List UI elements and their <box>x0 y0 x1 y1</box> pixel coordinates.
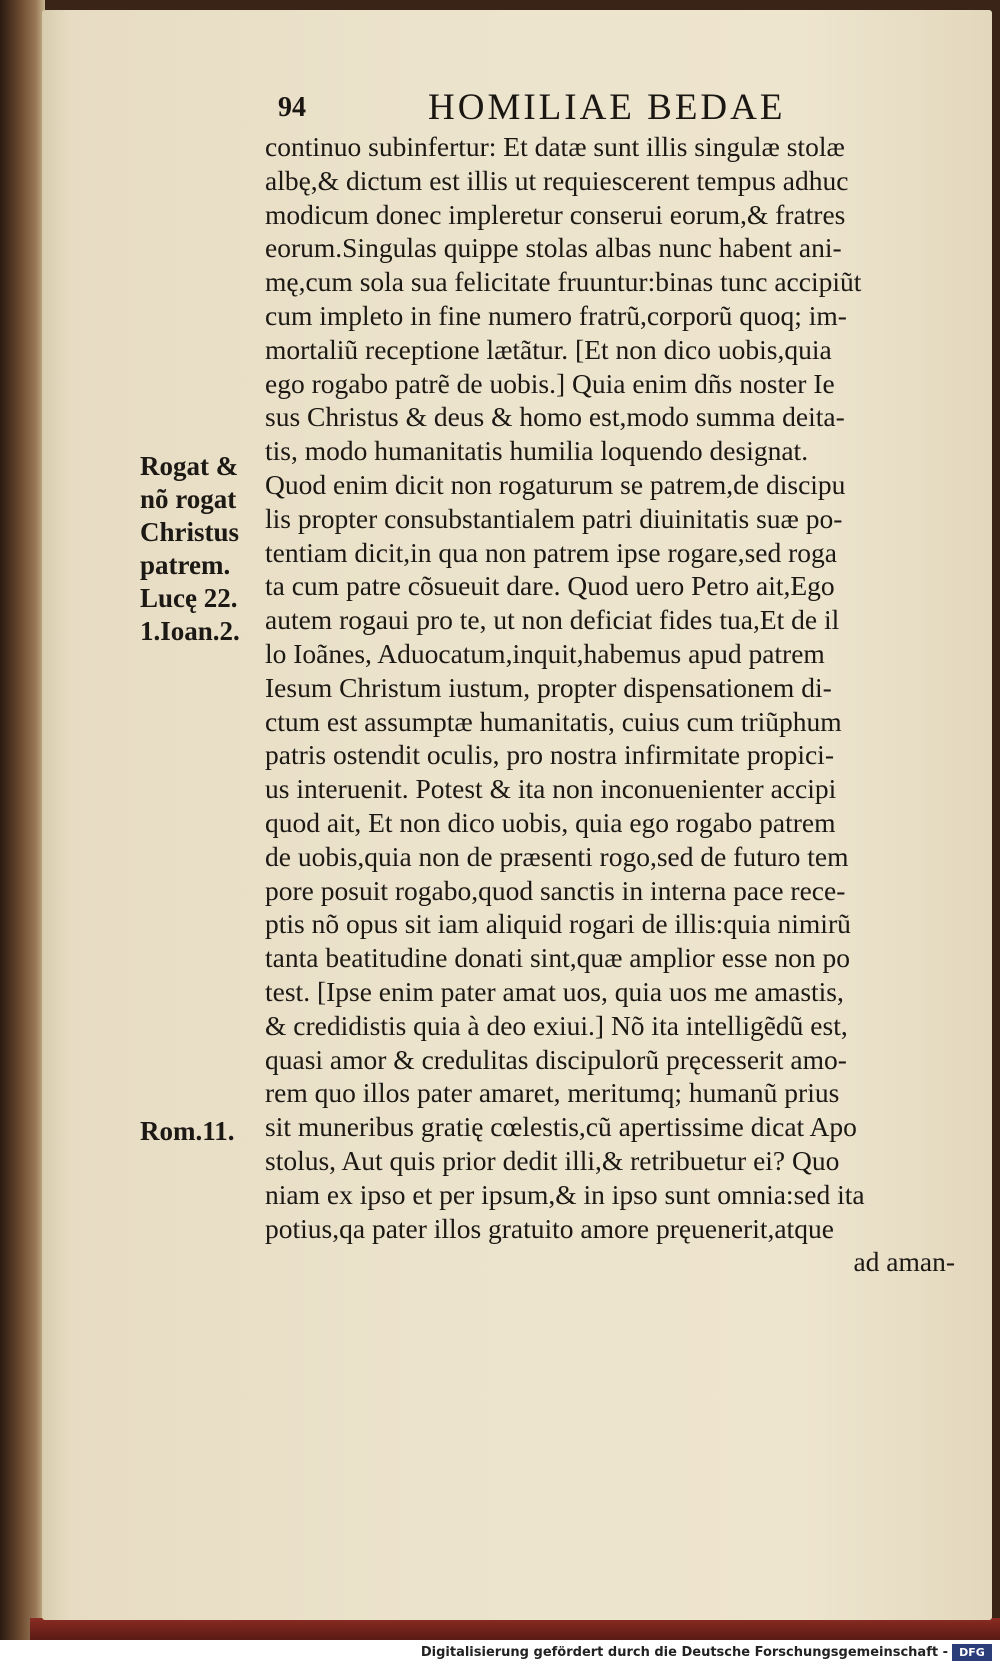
text-line: cum impleto in fine numero fratrũ,corporũ quoq; im- <box>265 299 847 331</box>
text-line: tis, modo humanitatis humilia loquendo designat. <box>265 435 809 467</box>
text-line: ptis nõ opus sit iam aliquid rogari de illis:quia nimirũ <box>265 908 851 940</box>
text-line: ctum est assumptæ humanitatis, cuius cum triũphum <box>265 705 842 737</box>
dfg-logo: DFG <box>952 1644 992 1661</box>
margin-note: Rogat & <box>140 451 239 481</box>
text-line: niam ex ipso et per ipsum,& in ipso sunt omnia:sed ita <box>265 1178 865 1210</box>
text-line: test. [Ipse enim pater amat uos, quia uos me amastis, <box>265 975 844 1007</box>
text-line: pore posuit rogabo,quod sanctis in interna pace rece- <box>265 874 846 906</box>
text-line: de uobis,quia non de præsenti rogo,sed de futuro tem <box>265 840 849 872</box>
text-line: continuo subinfertur: Et datæ sunt illis singulæ stolæ <box>265 131 845 162</box>
text-line: quasi amor & credulitas discipulorũ pręcesserit amo- <box>265 1043 847 1075</box>
text-line: eorum.Singulas quippe stolas albas nunc habent ani- <box>265 232 842 264</box>
text-line: Iesum Christum iustum, propter dispensationem di- <box>265 671 832 703</box>
text-line: mortaliũ receptione lætãtur. [Et non dico uobis,quia <box>265 333 832 365</box>
text-line: us interuenit. Potest & ita non inconuenienter accipi <box>265 773 837 805</box>
text-line: quod ait, Et non dico uobis, quia ego rogabo patrem <box>265 806 836 838</box>
margin-notes-top <box>140 450 260 648</box>
text-line: modicum donec impleretur conserui eorum,& fratres <box>265 198 846 230</box>
text-line: patris ostendit oculis, pro nostra infirmitate propici- <box>265 739 834 771</box>
margin-note: Lucę 22. <box>140 583 238 613</box>
margin-note: 1.Ioan.2. <box>140 616 240 646</box>
text-line: tentiam dicit,in qua non patrem ipse rogare,sed roga <box>265 536 837 568</box>
text-line: mę,cum sola sua felicitate fruuntur:binas tunc accipiũt <box>265 266 862 298</box>
margin-note: patrem. <box>140 550 231 580</box>
running-title: HOMILIAE BEDAE <box>428 87 786 128</box>
text-line: sus Christus & deus & homo est,modo summa deita- <box>265 401 845 433</box>
text-line: potius,qa pater illos gratuito amore pręuenerit,atque <box>265 1212 834 1244</box>
text-line: autem rogaui pro te, ut non deficiat fides tua,Et de il <box>265 604 840 636</box>
text-line: & credidistis quia à deo exiui.] Nõ ita intelligẽdũ est, <box>265 1009 848 1041</box>
book-cover-edge <box>0 0 45 1640</box>
main-text <box>265 130 965 1279</box>
funding-credit: Digitalisierung gefördert durch die Deutsche Forschungsgemeinschaft - <box>420 1645 948 1660</box>
text-line: ego rogabo patrẽ de uobis.] Quia enim dñs noster Ie <box>265 367 835 399</box>
text-line: albę,& dictum est illis ut requiescerent tempus adhuc <box>265 164 849 196</box>
catchword: ad aman- <box>853 1246 955 1278</box>
text-line: rem quo illos pater amaret, meritumq; humanũ prius <box>265 1077 840 1109</box>
margin-notes-bottom <box>140 1115 260 1148</box>
page-number: 94 <box>278 92 306 123</box>
text-line: lo Ioãnes, Aduocatum,inquit,habemus apud patrem <box>265 637 825 669</box>
text-line: Quod enim dicit non rogaturum se patrem,de discipu <box>265 468 846 500</box>
text-line: lis propter consubstantialem patri diuinitatis suæ po- <box>265 502 843 534</box>
margin-note: nõ rogat <box>140 484 237 514</box>
text-line: stolus, Aut quis prior dedit illi,& retribuetur ei? Quo <box>265 1144 840 1176</box>
text-line: ta cum patre cõsueuit dare. Quod uero Petro ait,Ego <box>265 570 835 602</box>
footer-bar <box>0 1640 1000 1668</box>
text-line: sit muneribus gratię cœlestis,cũ apertissime dicat Apo <box>265 1111 857 1143</box>
text-line: tanta beatitudine donati sint,quæ amplior esse non po <box>265 942 851 974</box>
page-bottom-edge <box>30 1618 1000 1640</box>
margin-note: Christus <box>140 517 240 547</box>
margin-note: Rom.11. <box>140 1116 235 1146</box>
